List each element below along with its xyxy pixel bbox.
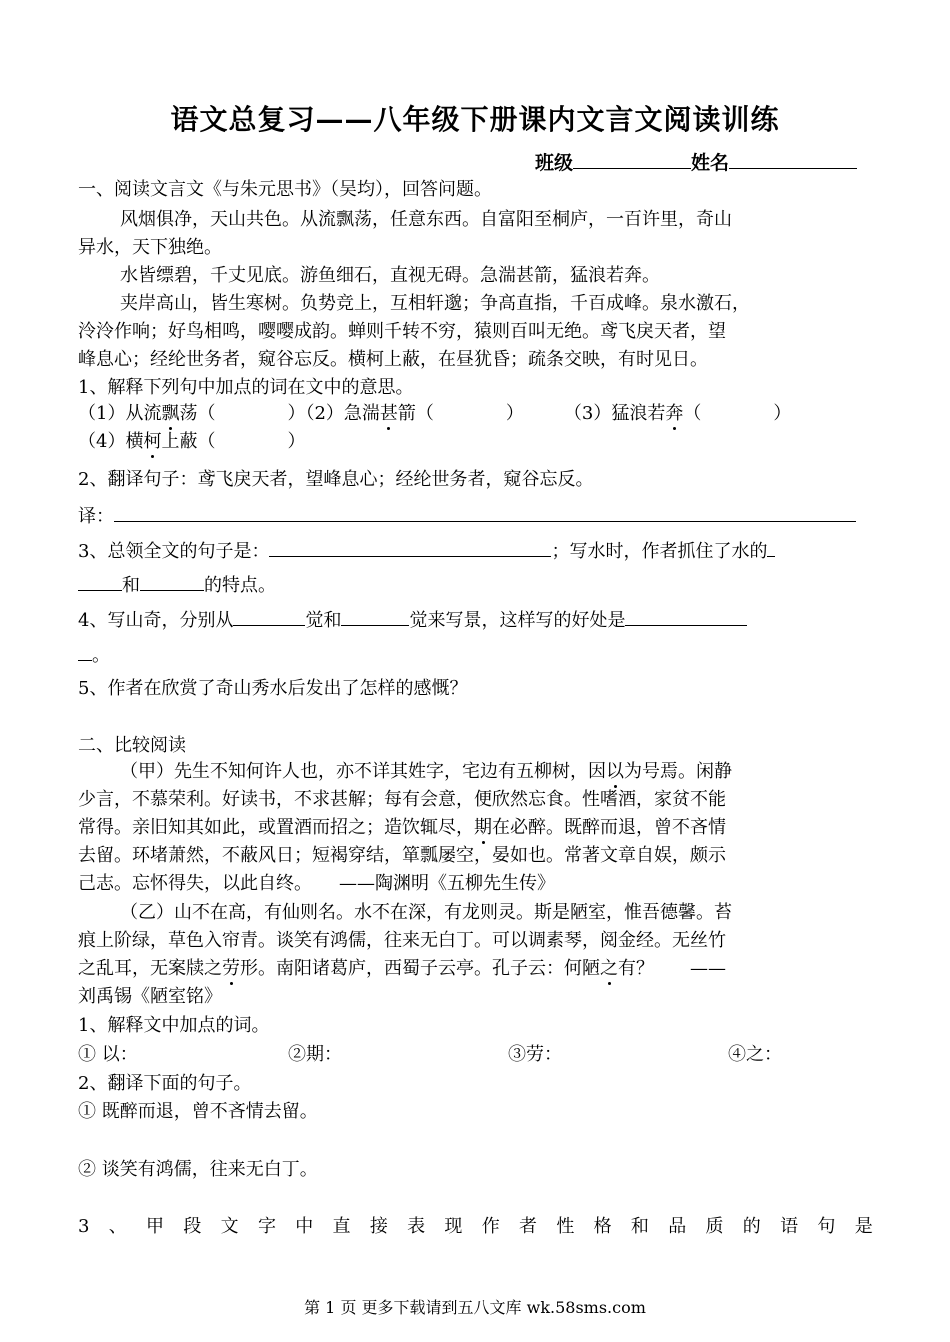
- item: ③劳：: [508, 1044, 562, 1065]
- q-text: （4）横: [78, 431, 144, 452]
- char: 、: [108, 1216, 127, 1237]
- char: 格: [593, 1216, 612, 1237]
- q-text: 和: [122, 575, 140, 596]
- passage-line: 风烟俱净，天山共色。从流飘荡，任意东西。自富阳至桐庐，一百许里，奇山: [120, 209, 732, 230]
- char: 者: [519, 1216, 538, 1237]
- passage-line: 异水，天下独绝。: [78, 237, 222, 258]
- question-3-row2: [78, 572, 878, 598]
- page-footer: 第 1 页 更多下载请到五八文库 wk.58sms.com: [304, 1298, 646, 1317]
- item: ④之：: [728, 1044, 782, 1065]
- q-text: 的特点。: [204, 575, 276, 596]
- char: 品: [668, 1216, 687, 1237]
- q-text: 箭（: [397, 403, 434, 424]
- char: 字: [257, 1216, 276, 1237]
- question-2: 2、翻译句子：鸢飞戾天者，望峰息心；经纶世务者，窥谷忘反。: [78, 469, 594, 490]
- char: 文: [220, 1216, 239, 1237]
- s2-question-2-item2: ② 谈笑有鸿儒，往来无白丁。: [78, 1159, 318, 1180]
- answer-blank[interactable]: [78, 572, 122, 591]
- char: 的: [742, 1216, 761, 1237]
- section2-heading: 二、比较阅读: [78, 735, 186, 756]
- q-text: ）: [287, 403, 306, 424]
- question-1-items-row: [78, 402, 878, 426]
- s2-question-3: [78, 1215, 878, 1239]
- answer-blank[interactable]: [341, 607, 409, 626]
- passage-line: 夹岸高山，皆生寒树。负势竞上，互相轩邈；争高直指，千百成峰。泉水激石，: [120, 293, 750, 314]
- char: 3: [78, 1216, 90, 1237]
- char: 甲: [146, 1216, 165, 1237]
- char: 直: [332, 1216, 351, 1237]
- char: 质: [705, 1216, 724, 1237]
- p-text: 有？ ——: [618, 958, 726, 979]
- passage-line: [78, 816, 878, 840]
- name-blank[interactable]: [729, 150, 857, 169]
- dotted-char: 之: [600, 958, 618, 979]
- char: 段: [183, 1216, 202, 1237]
- answer-blank[interactable]: [625, 607, 747, 626]
- dotted-char: 甚: [379, 403, 398, 424]
- answer-blank[interactable]: [269, 538, 551, 557]
- passage-line: （乙）山不在高，有仙则名。水不在深，有龙则灵。斯是陋室，惟吾德馨。苔: [120, 902, 732, 923]
- dotted-char: 飘: [161, 403, 180, 424]
- dotted-char: 劳: [222, 958, 240, 979]
- q-text: 觉和: [305, 610, 342, 631]
- item: ②期：: [288, 1044, 342, 1065]
- p-text: 之乱耳，无案牍之: [78, 958, 222, 979]
- page-title: 语文总复习——八年级下册课内文言文阅读训练: [170, 103, 780, 136]
- passage-line: 己志。忘怀得失，以此自终。 ——陶渊明《五柳先生传》: [78, 873, 555, 894]
- passage-line: 刘禹锡《陋室铭》: [78, 986, 222, 1007]
- question-3-row: [78, 538, 878, 564]
- s2-question-2-item1: ① 既醉而退，曾不吝情去留。: [78, 1101, 318, 1122]
- q-text: ）: [505, 403, 524, 424]
- p-text: 为号焉。闲静: [624, 761, 732, 782]
- char: 接: [369, 1216, 388, 1237]
- passage-line: 去留。环堵萧然，不蔽风日；短褐穿结，箪瓢屡空，晏如也。常著文章自娱，颇示: [78, 845, 726, 866]
- char: 和: [630, 1216, 649, 1237]
- s2-question-2: 2、翻译下面的句子。: [78, 1073, 252, 1094]
- class-blank[interactable]: [573, 150, 691, 169]
- passage-line: 峰息心；经纶世务者，窥谷忘反。横柯上蔽，在昼犹昏；疏条交映，有时见日。: [78, 349, 708, 370]
- q-text: （2）急湍: [305, 403, 380, 424]
- s2-question-3-text: [78, 1215, 873, 1239]
- char: 现: [444, 1216, 463, 1237]
- dotted-char: 以: [606, 761, 624, 782]
- answer-blank[interactable]: [233, 607, 305, 626]
- q-text: ）: [287, 431, 306, 452]
- p-text: 常得。亲旧知其如此，或置酒而招之；造饮辄尽，: [78, 817, 474, 838]
- p-text: （甲）先生不知何许人也，亦不详其姓字，宅边有五柳树，因: [120, 761, 606, 782]
- passage-line: 泠泠作响；好鸟相鸣，嘤嘤成韵。蝉则千转不穷，猿则百叫无绝。鸢飞戾天者，望: [78, 321, 726, 342]
- question-4-row2: [78, 642, 878, 668]
- q-text: ）: [773, 403, 792, 424]
- answer-blank[interactable]: [767, 538, 775, 557]
- class-label: 班级: [535, 152, 574, 174]
- p-text: 形。南阳诸葛庐，西蜀子云亭。孔子云：何陋: [240, 958, 600, 979]
- section1-heading: 一、阅读文言文《与朱元思书》（吴均），回答问题。: [78, 179, 492, 200]
- passage-line: 水皆缥碧，千丈见底。游鱼细石，直视无碍。急湍甚箭，猛浪若奔。: [120, 265, 660, 286]
- item: ① 以：: [78, 1044, 138, 1065]
- translation-label: 译：: [78, 506, 114, 527]
- translation-row: [78, 503, 878, 529]
- passage-line: 少言，不慕荣利。好读书，不求甚解；每有会意，便欣然忘食。性嗜酒，家贫不能: [78, 789, 726, 810]
- char: 句: [817, 1216, 836, 1237]
- q-text: 上蔽（: [161, 431, 216, 452]
- translation-blank[interactable]: [114, 503, 856, 522]
- dotted-char: 奔: [665, 403, 684, 424]
- char: 性: [556, 1216, 575, 1237]
- name-label: 姓名: [691, 152, 730, 174]
- q-text: 觉来写景，这样写的好处是: [409, 610, 626, 631]
- char: 语: [780, 1216, 799, 1237]
- q-text: 。: [92, 645, 110, 666]
- q-text: （3）猛浪若: [563, 403, 666, 424]
- passage-line: [78, 957, 878, 981]
- q-text: （: [683, 403, 702, 424]
- q-text: 荡（: [179, 403, 216, 424]
- q-text: （1）从流: [78, 403, 162, 424]
- question-4-row: [78, 607, 878, 633]
- passage-line: 痕上阶绿，草色入帘青。谈笑有鸿儒，往来无白丁。可以调素琴，阅金经。无丝竹: [78, 930, 726, 951]
- char: 作: [481, 1216, 500, 1237]
- p-text: 在必醉。既醉而退，曾不吝情: [492, 817, 726, 838]
- dotted-char: 柯: [143, 431, 162, 452]
- answer-blank[interactable]: [78, 642, 92, 661]
- dotted-char: 期: [474, 817, 492, 838]
- class-name-row: [535, 150, 950, 175]
- question-5: 5、作者在欣赏了奇山秀水后发出了怎样的感慨？: [78, 678, 468, 699]
- char: 表: [407, 1216, 426, 1237]
- q-text: 3、总领全文的句子是：: [78, 541, 270, 562]
- question-1: 1、解释下列句中加点的词在文中的意思。: [78, 377, 414, 398]
- answer-blank[interactable]: [140, 572, 204, 591]
- char: 中: [295, 1216, 314, 1237]
- question-1-item4-row: [78, 430, 878, 454]
- q-text: ；写水时，作者抓住了水的: [551, 541, 768, 562]
- passage-line: [120, 760, 920, 784]
- q-text: 4、写山奇，分别从: [78, 610, 234, 631]
- char: 是: [854, 1216, 873, 1237]
- s2-question-1: 1、解释文中加点的词。: [78, 1015, 270, 1036]
